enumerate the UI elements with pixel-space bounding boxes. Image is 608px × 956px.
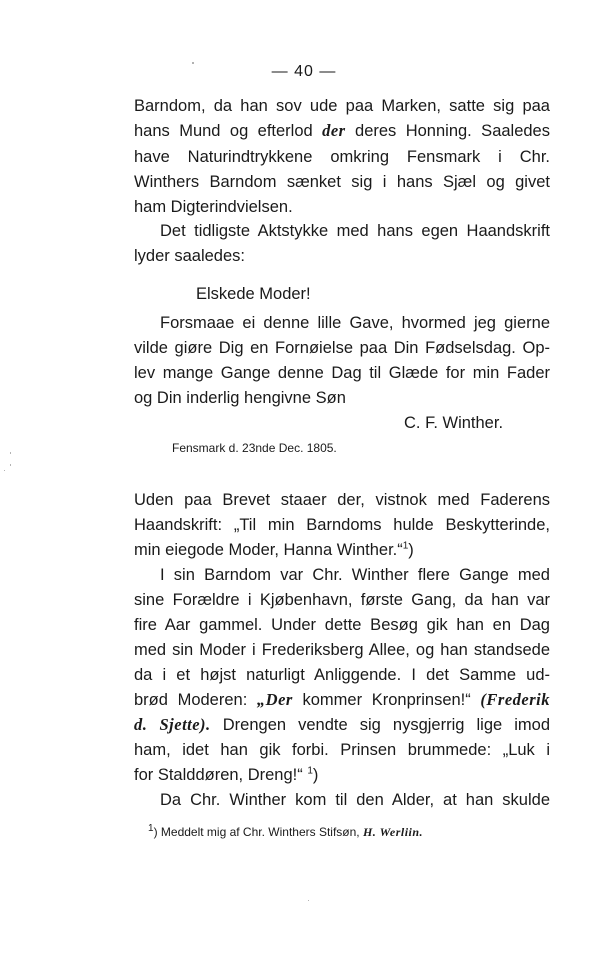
footnote-text: Meddelt mig af Chr. Winthers Stifsøn, — [157, 825, 363, 839]
paragraph-5-line-1: Da Chr. Winther kom til den Alder, at han skulde — [160, 791, 550, 809]
italic-name: d. Sjette). — [134, 715, 211, 734]
footnote — [148, 824, 423, 840]
paragraph-4-line-5: da i et højst naturligt Anliggende. I det Samme ud- — [134, 666, 550, 684]
letter-line-1: Forsmaae ei denne lille Gave, hvormed jeg gierne — [160, 314, 550, 332]
paragraph-4-line-9 — [134, 765, 318, 785]
paragraph-2-line-1: Det tidligste Aktstykke med hans egen Haandskrift — [160, 222, 550, 240]
italic-word: der — [322, 121, 346, 140]
paragraph-3-line-1: Uden paa Brevet staaer der, vistnok med Faderens — [134, 491, 550, 509]
letter-line-4: og Din inderlig hengivne Søn — [134, 389, 346, 407]
paragraph-4-line-2: sine Forældre i Kjøbenhavn, første Gang, da han var — [134, 591, 550, 609]
letter-dateline: Fensmark d. 23nde Dec. 1805. — [172, 441, 337, 455]
text-run: deres Honning. Saaledes — [345, 122, 550, 140]
paragraph-4-line-7 — [134, 715, 550, 735]
footnote-name: H. Werliin. — [362, 825, 424, 839]
paragraph-3-line-2: Haandskrift: „Til min Barndoms hulde Beskytterinde, — [134, 516, 550, 534]
paragraph-1-line-4: Winthers Barndom sænket sig i hans Sjæl og givet — [134, 173, 550, 191]
text-run: kommer Kronprinsen!“ — [292, 691, 481, 709]
text-run: ) — [312, 766, 319, 784]
paragraph-1-line-1: Barndom, da han sov ude paa Marken, satte sig paa — [134, 97, 550, 115]
text-run: hans Mund og efterlod — [134, 122, 323, 140]
letter-line-3: lev mange Gange denne Dag til Glæde for min Fader — [134, 364, 550, 382]
paragraph-4-line-8: ham, idet han gik forbi. Prinsen brummede: „Luk i — [134, 741, 550, 759]
scan-speck — [10, 452, 11, 454]
paragraph-3-line-3 — [134, 540, 414, 560]
paragraph-4-line-4: med sin Moder i Frederiksberg Allee, og han standsede — [134, 641, 550, 659]
footnote-ref: 1 — [402, 540, 409, 552]
paragraph-1-line-2 — [134, 121, 550, 141]
italic-name: (Frederik — [480, 690, 550, 709]
scan-speck — [4, 470, 5, 471]
paragraph-4-line-3: fire Aar gammel. Under dette Besøg gik han en Dag — [134, 616, 550, 634]
scan-speck — [10, 464, 11, 466]
footnote-marker: 1 — [148, 823, 154, 834]
letter-salutation: Elskede Moder! — [196, 285, 311, 303]
text-run: brød Moderen: — [134, 691, 257, 709]
paragraph-1-line-3: have Naturindtrykkene omkring Fensmark i Chr. — [134, 148, 550, 166]
paragraph-1-line-5: ham Digterindvielsen. — [134, 198, 293, 216]
paragraph-4-line-6 — [134, 690, 550, 710]
italic-word: „Der — [256, 690, 293, 709]
scan-speck — [192, 62, 194, 64]
paragraph-2-line-2: lyder saaledes: — [134, 247, 245, 265]
letter-line-2: vilde giøre Dig en Fornøielse paa Din Fødselsdag. Op- — [134, 339, 550, 357]
letter-signature: C. F. Winther. — [404, 414, 504, 432]
text-run: for Stalddøren, Dreng!“ — [134, 766, 308, 784]
page-number: — 40 — — [271, 63, 337, 80]
footnote-marker-close: ) — [153, 825, 158, 839]
scan-speck — [308, 900, 309, 901]
text-run: Drengen vendte sig nysgjerrig lige imod — [210, 716, 550, 734]
paragraph-4-line-1: I sin Barndom var Chr. Winther flere Gange med — [160, 566, 550, 584]
footnote-ref: 1 — [307, 765, 313, 777]
text-run: ) — [408, 541, 414, 559]
text-run: min eiegode Moder, Hanna Winther.“ — [134, 541, 403, 559]
